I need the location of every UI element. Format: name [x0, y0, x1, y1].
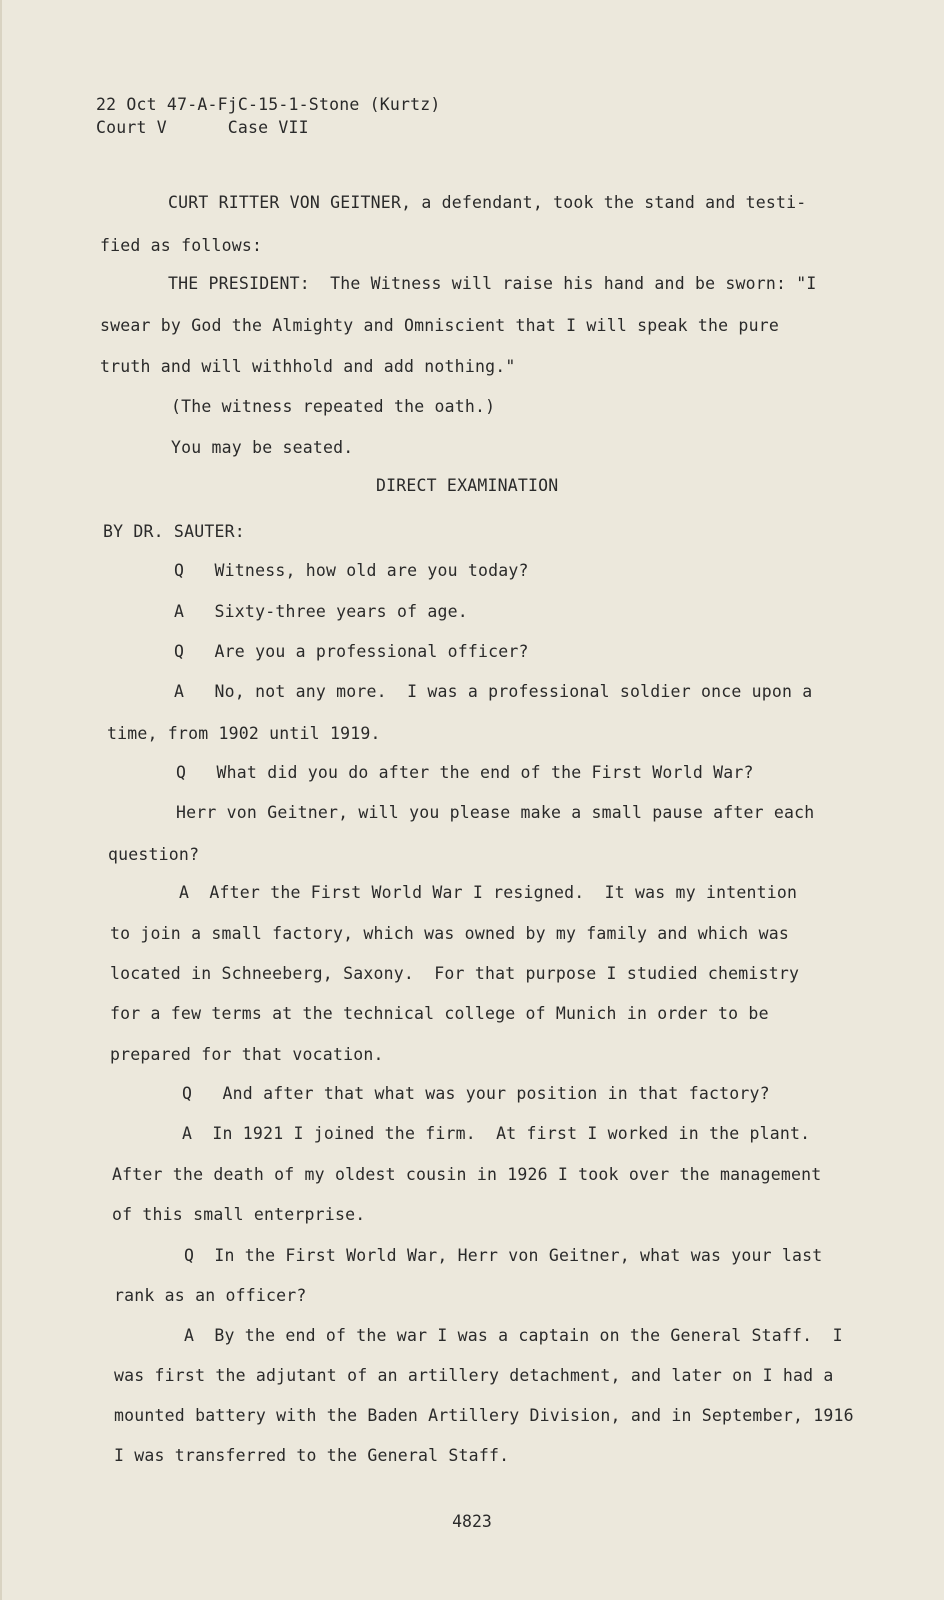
text-line: question? [108, 845, 200, 864]
text-line: THE PRESIDENT: The Witness will raise his hand and be sworn: "I [168, 274, 817, 293]
text-line: CURT RITTER VON GEITNER, a defendant, took the stand and testi- [168, 193, 807, 212]
text-line: I was transferred to the General Staff. [114, 1446, 510, 1465]
text-line: rank as an officer? [114, 1286, 307, 1305]
text-line: After the death of my oldest cousin in 1926 I took over the management [112, 1165, 822, 1184]
text-line: A Sixty-three years of age. [174, 602, 468, 621]
text-line: Q Witness, how old are you today? [174, 561, 529, 580]
text-line: Herr von Geitner, will you please make a small pause after each [176, 803, 815, 822]
text-line: time, from 1902 until 1919. [107, 724, 381, 743]
text-line: was first the adjutant of an artillery detachment, and later on I had a [114, 1366, 834, 1385]
text-line: Q What did you do after the end of the First World War? [176, 763, 754, 782]
header-reference: 22 Oct 47-A-FjC-15-1-Stone (Kurtz) [96, 95, 441, 114]
text-line: truth and will withhold and add nothing." [100, 357, 516, 376]
text-line: You may be seated. [171, 438, 354, 457]
text-line: to join a small factory, which was owned by my family and which was [110, 924, 789, 943]
text-line: BY DR. SAUTER: [103, 522, 245, 541]
text-line: mounted battery with the Baden Artillery Division, and in September, 1916 [114, 1406, 854, 1425]
text-line: prepared for that vocation. [110, 1045, 384, 1064]
text-line: A After the First World War I resigned. It was my intention [179, 883, 798, 902]
header-court-case: Court V Case VII [96, 118, 309, 137]
text-line: A In 1921 I joined the firm. At first I worked in the plant. [182, 1124, 811, 1143]
text-line: of this small enterprise. [112, 1205, 366, 1224]
text-line: A No, not any more. I was a professional soldier once upon a [174, 682, 813, 701]
text-line: (The witness repeated the oath.) [171, 397, 496, 416]
text-line: located in Schneeberg, Saxony. For that purpose I studied chemistry [110, 964, 800, 983]
text-line: Q Are you a professional officer? [174, 642, 529, 661]
text-line: Q And after that what was your position in that factory? [182, 1084, 770, 1103]
text-line: for a few terms at the technical college of Munich in order to be [110, 1004, 769, 1023]
text-line: A By the end of the war I was a captain on the General Staff. I [184, 1326, 843, 1345]
text-line: swear by God the Almighty and Omniscient that I will speak the pure [100, 316, 779, 335]
page-number: 4823 [452, 1512, 492, 1531]
text-line: fied as follows: [100, 236, 263, 255]
text-line: Q In the First World War, Herr von Geitner, what was your last [184, 1246, 823, 1265]
section-heading: DIRECT EXAMINATION [376, 476, 559, 495]
